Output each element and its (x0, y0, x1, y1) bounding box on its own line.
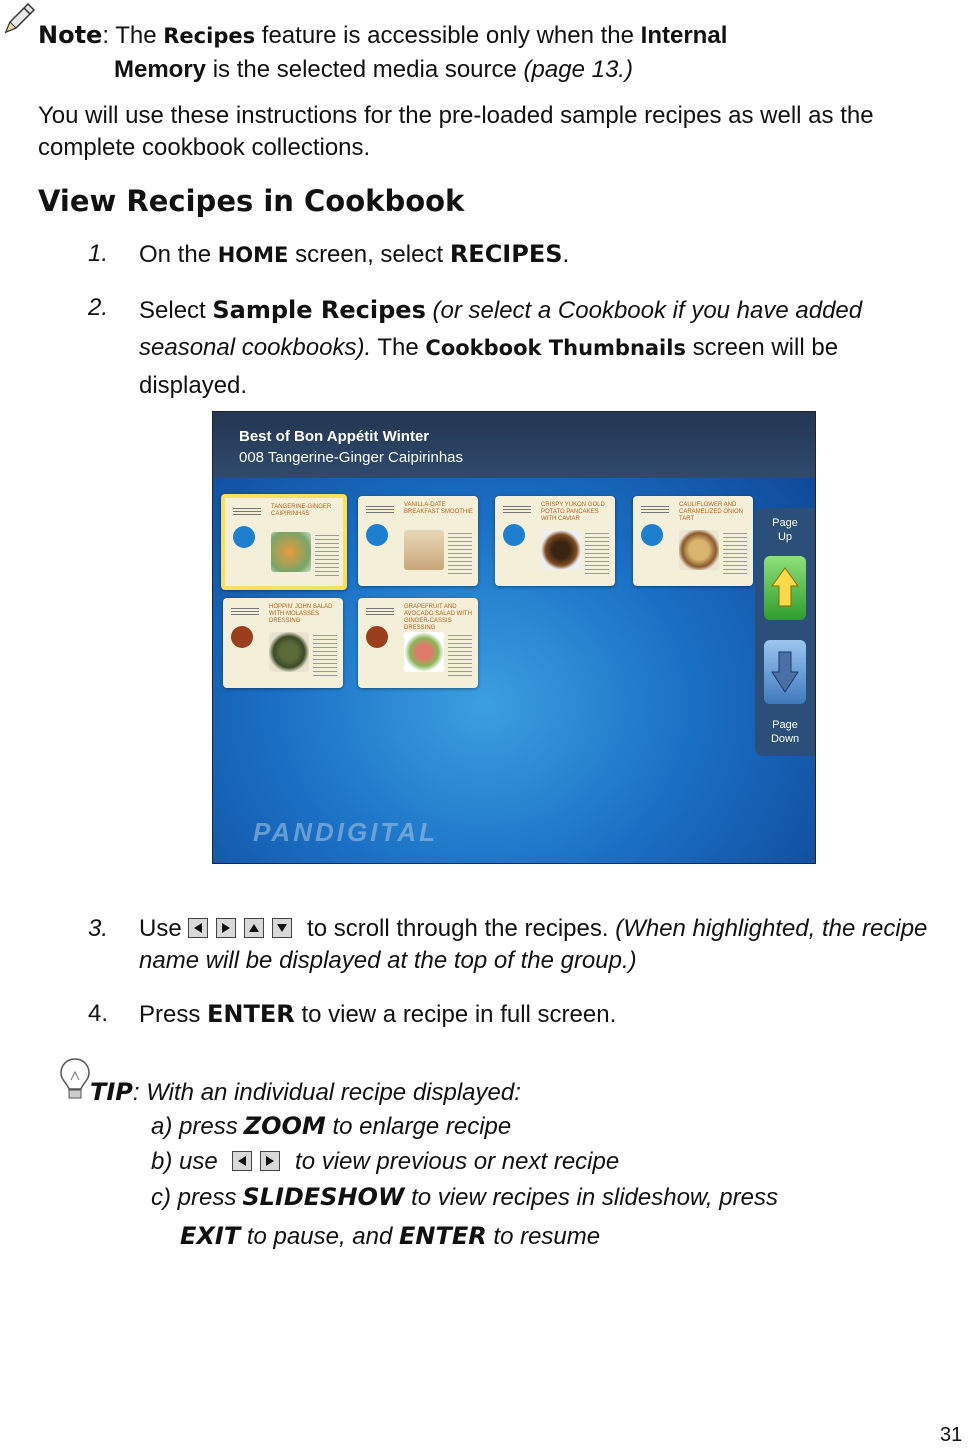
recipe-card[interactable]: HOPPIN' JOHN SALAD WITH MOLASSES DRESSING (223, 598, 343, 688)
up-arrow-icon (764, 556, 806, 620)
step2-number: 2. (88, 294, 109, 321)
tip-line-b: b) use to view previous or next recipe (151, 1148, 620, 1175)
home-term: HOME (217, 243, 289, 267)
page-down-button[interactable] (764, 640, 806, 704)
page-number: 31 (940, 1424, 963, 1446)
step3-text: Use to scroll through the recipes. (When highlighted, the recipe name will be displayed at the top of the group.) (139, 915, 928, 974)
tip-block: TIP: With an individual recipe displayed: (90, 1078, 521, 1106)
exit-term: EXIT (180, 1222, 241, 1250)
page-down-label: Page Down (770, 719, 800, 745)
pencil-icon (2, 2, 36, 43)
down-arrow-icon (764, 640, 806, 704)
intro-paragraph: You will use these instructions for the pre-loaded sample recipes as well as the complete cookbook collections. (38, 102, 874, 161)
screenshot-subtitle: 008 Tangerine-Ginger Caipirinhas (239, 449, 464, 466)
sample-recipes-term: Sample Recipes (212, 296, 426, 324)
enter-term: ENTER (207, 1000, 295, 1028)
step4-number: 4. (88, 1000, 109, 1027)
tip-label: TIP (90, 1078, 133, 1106)
step1-text: On the HOME screen, select RECIPES. (139, 240, 570, 268)
lightbulb-icon (58, 1056, 92, 1111)
recipe-card[interactable]: CRISPY YUKON GOLD POTATO PANCAKES WITH CAVIAR (495, 496, 615, 586)
memory-term: Memory (114, 56, 207, 83)
page-up-label: Page Up (772, 517, 798, 543)
pandigital-logo: PANDIGITAL (253, 817, 439, 847)
right-arrow-icon (216, 918, 236, 938)
recipes-term: Recipes (163, 24, 256, 48)
screenshot-header (213, 412, 815, 478)
slideshow-term: SLIDESHOW (242, 1183, 405, 1211)
down-arrow-icon (272, 918, 292, 938)
left-arrow-icon (232, 1151, 252, 1171)
right-arrow-icon (260, 1151, 280, 1171)
enter-term: ENTER (399, 1222, 487, 1250)
zoom-term: ZOOM (243, 1112, 326, 1140)
cookbook-thumbnails-term: Cookbook Thumbnails (425, 336, 686, 360)
recipes-button-term: RECIPES (449, 240, 563, 268)
internal-term: Internal (640, 22, 728, 49)
step4-text: Press ENTER to view a recipe in full screen. (139, 1000, 617, 1028)
note-block: Note: The Recipes feature is accessible only when the Internal Memory is the selected media source (page 13.) (38, 21, 728, 83)
cookbook-thumbnails-screenshot (212, 411, 816, 864)
left-arrow-icon (188, 918, 208, 938)
recipe-card[interactable]: VANILLA-DATE BREAKFAST SMOOTHIE (358, 496, 478, 586)
tip-line-a: a) press ZOOM to enlarge recipe (151, 1112, 512, 1140)
tip-line-c-continued: EXIT to pause, and ENTER to resume (180, 1222, 601, 1250)
screenshot-title: Best of Bon Appétit Winter (239, 428, 430, 445)
recipe-card[interactable]: TANGERINE-GINGER CAIPIRINHAS (221, 494, 347, 590)
step1-number: 1. (88, 240, 109, 267)
note-label: Note (38, 21, 103, 49)
step2-text: Select Sample Recipes (or select a Cookbook if you have added seasonal cookbooks). The Cookbook Thumbnails screen will be displayed. (139, 296, 863, 399)
step3-number: 3. (88, 915, 109, 942)
recipe-card[interactable]: GRAPEFRUIT AND AVOCADO SALAD WITH GINGER-CASSIS DRESSING (358, 598, 478, 688)
tip-line-c: c) press SLIDESHOW to view recipes in slideshow, press (151, 1183, 778, 1211)
page-up-button[interactable] (764, 556, 806, 620)
page-ref: (page 13.) (523, 56, 633, 83)
recipe-card[interactable]: CAULIFLOWER AND CARAMELIZED ONION TART (633, 496, 753, 586)
section-title: View Recipes in Cookbook (38, 184, 465, 218)
up-arrow-icon (244, 918, 264, 938)
